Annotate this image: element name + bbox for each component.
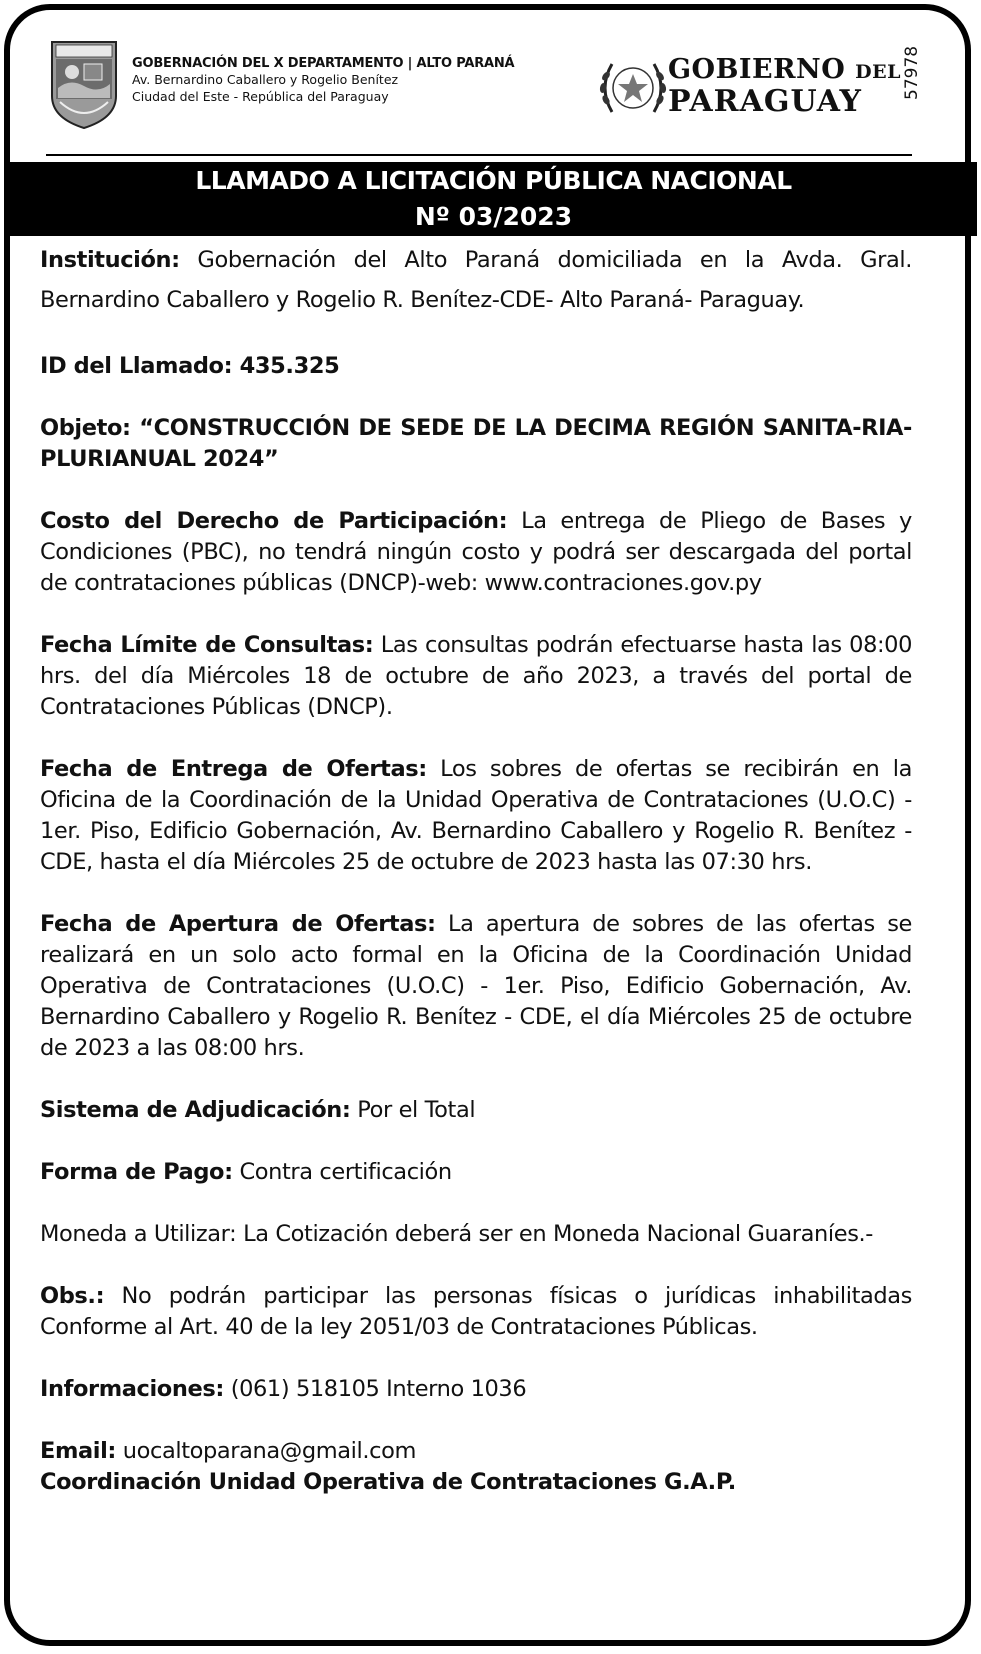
header-divider xyxy=(46,154,912,156)
section-informaciones: Informaciones: (061) 518105 Interno 1036 xyxy=(40,1376,527,1402)
signature-line: Coordinación Unidad Operativa de Contrataciones G.A.P. xyxy=(40,1469,736,1495)
section-costo: Costo del Derecho de Participación: La entrega de Pliego de Bases y Condiciones (PBC), no tendrá ningún costo y podrá ser descargada del portal de contrataciones públicas (DNCP)-web: www.contraciones.gov.py xyxy=(40,508,912,596)
section-forma-pago: Forma de Pago: Contra certificación xyxy=(40,1159,452,1185)
section-id-llamado: ID del Llamado: 435.325 xyxy=(40,353,340,379)
org-city: Ciudad del Este - República del Paraguay xyxy=(132,89,389,104)
section-moneda: Moneda a Utilizar: La Cotización deberá ser en Moneda Nacional Guaraníes.- xyxy=(40,1221,873,1247)
banner-number: Nº 03/2023 xyxy=(414,202,573,231)
section-obs: Obs.: No podrán participar las personas físicas o jurídicas inhabilitadas Conforme al Art. 40 de la ley 2051/03 de Contrataciones Públicas. xyxy=(40,1283,912,1340)
organization-block xyxy=(132,56,514,105)
org-title: GOBERNACIÓN DEL X DEPARTAMENTO | ALTO PARANÁ xyxy=(132,56,515,71)
section-consultas: Fecha Límite de Consultas: Las consultas podrán efectuarse hasta las 08:00 hrs. del día Miércoles 18 de octubre de año 2023, a través del portal de Contrataciones Públicas (DNCP). xyxy=(40,632,912,720)
section-sistema: Sistema de Adjudicación: Por el Total xyxy=(40,1097,476,1123)
section-entrega: Fecha de Entrega de Ofertas: Los sobres de ofertas se recibirán en la Oficina de la Coordinación de la Unidad Operativa de Contrataciones (U.O.C) - 1er. Piso, Edificio Gobernación, Av. Bernardino Caballero y Rogelio R. Benítez - CDE, hasta el día Miércoles 25 de octubre de 2023 hasta las 07:30 hrs. xyxy=(40,756,912,875)
header xyxy=(50,34,930,154)
gov-logo-line2: PARAGUAY xyxy=(668,84,862,119)
reference-number: 57978 xyxy=(902,45,922,100)
alto-parana-crest-logo xyxy=(50,40,118,130)
notice-frame xyxy=(4,4,971,1646)
org-address: Av. Bernardino Caballero y Rogelio Benítez xyxy=(132,72,399,87)
section-institucion: Institución: Gobernación del Alto Paraná domiciliada en la Avda. Gral. Bernardino Caballero y Rogelio R. Benítez-CDE- Alto Paraná- Paraguay. xyxy=(40,247,912,313)
gobierno-paraguay-logo xyxy=(596,48,901,134)
wreath-star-icon xyxy=(596,48,670,128)
notice-body xyxy=(40,240,912,1498)
title-banner xyxy=(10,162,977,236)
gov-logo-line1: GOBIERNO DEL xyxy=(668,54,901,85)
banner-title: LLAMADO A LICITACIÓN PÚBLICA NACIONAL xyxy=(195,166,792,195)
section-email: Email: uocaltoparana@gmail.com xyxy=(40,1438,416,1464)
section-objeto: Objeto: “CONSTRUCCIÓN DE SEDE DE LA DECIMA REGIÓN SANITA-RIA-PLURIANUAL 2024” xyxy=(40,415,912,472)
section-apertura: Fecha de Apertura de Ofertas: La apertura de sobres de las ofertas se realizará en un solo acto formal en la Oficina de la Coordinación Unidad Operativa de Contrataciones (U.O.C) - 1er. Piso, Edificio Gobernación, Av. Bernardino Caballero y Rogelio R. Benítez - CDE, el día Miércoles 25 de octubre de 2023 a las 08:00 hrs. xyxy=(40,911,912,1061)
